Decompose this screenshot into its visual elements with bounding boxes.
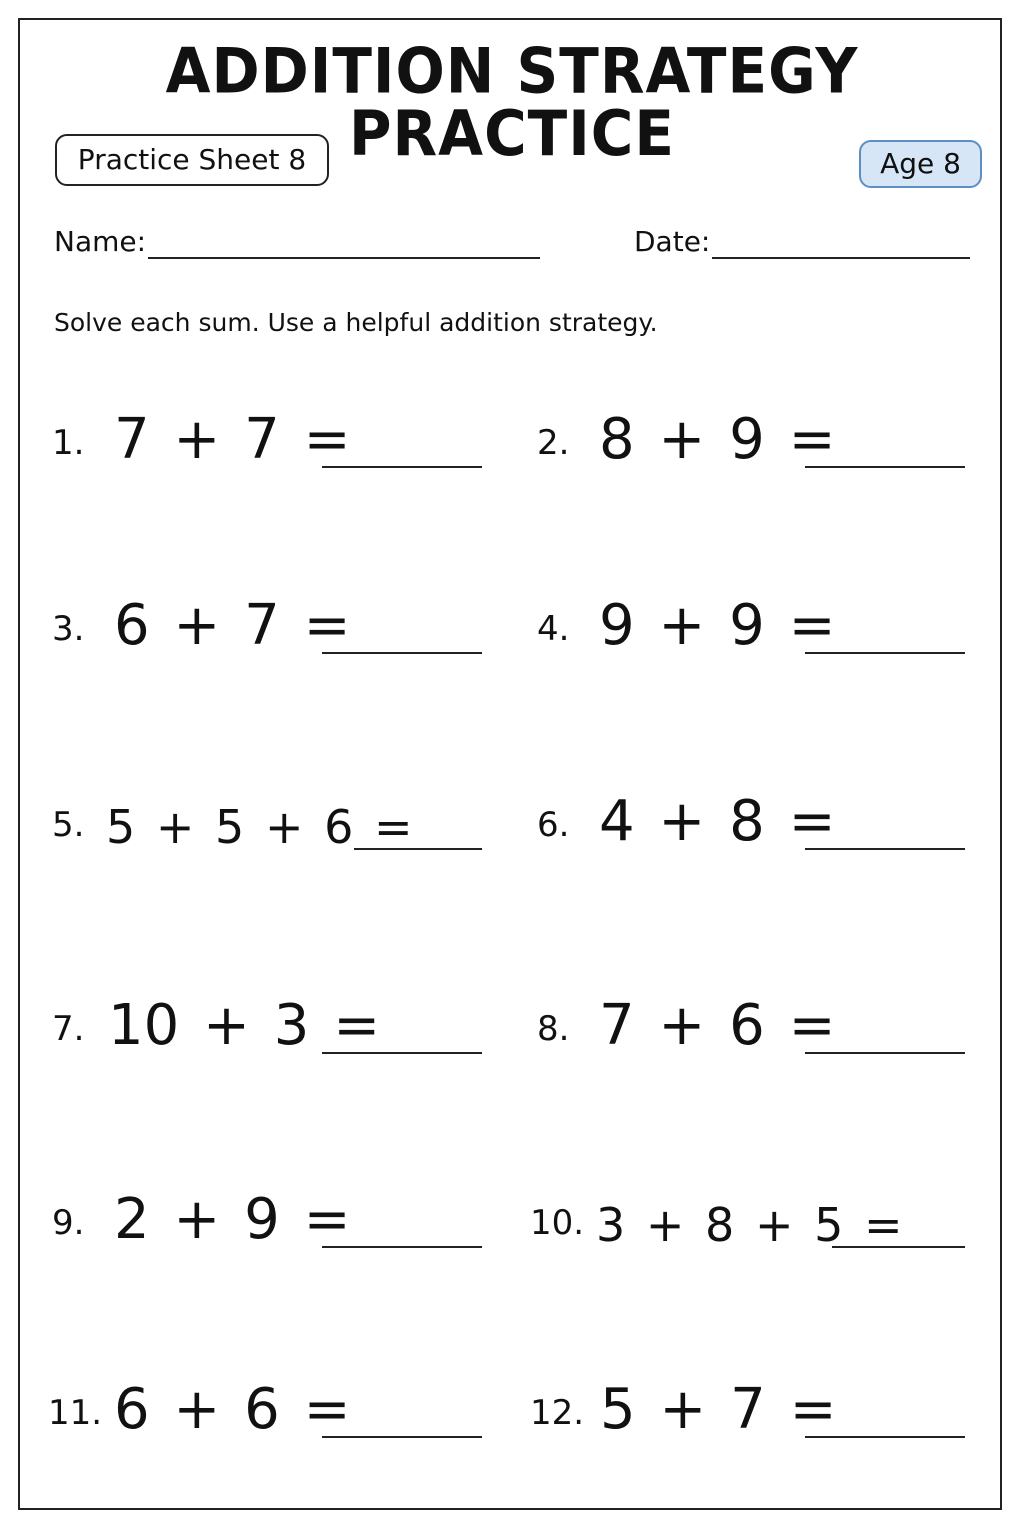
problem-item	[530, 1358, 965, 1442]
answer-blank[interactable]	[322, 466, 482, 468]
problem-number: 10.	[530, 1203, 585, 1243]
problem-item	[537, 974, 965, 1058]
problem-item	[52, 974, 482, 1058]
instructions-text: Solve each sum. Use a helpful addition strategy.	[54, 308, 658, 337]
answer-blank[interactable]	[322, 1246, 482, 1248]
problem-item	[52, 388, 482, 472]
answer-blank[interactable]	[805, 848, 965, 850]
problem-item	[530, 1168, 965, 1252]
problem-number: 5.	[52, 805, 85, 845]
answer-blank[interactable]	[354, 848, 482, 850]
problem-expression: 5 + 7 =	[600, 1377, 837, 1442]
answer-blank[interactable]	[832, 1246, 965, 1248]
problem-number: 3.	[52, 609, 85, 649]
problem-number: 2.	[537, 423, 570, 463]
problem-item	[537, 574, 965, 658]
problem-item	[52, 770, 482, 854]
answer-blank[interactable]	[322, 652, 482, 654]
name-field[interactable]	[148, 257, 540, 259]
answer-blank[interactable]	[805, 652, 965, 654]
problem-item	[537, 770, 965, 854]
date-field[interactable]	[712, 257, 970, 259]
problem-number: 12.	[530, 1393, 585, 1433]
problem-number: 8.	[537, 1009, 570, 1049]
answer-blank[interactable]	[805, 1052, 965, 1054]
problem-item	[537, 388, 965, 472]
problem-expression: 8 + 9 =	[599, 407, 836, 472]
answer-blank[interactable]	[805, 466, 965, 468]
problem-number: 11.	[48, 1393, 103, 1433]
answer-blank[interactable]	[322, 1052, 482, 1054]
problem-expression: 3 + 8 + 5 =	[596, 1198, 903, 1252]
problem-item	[52, 1168, 482, 1252]
name-label: Name:	[54, 225, 147, 258]
answer-blank[interactable]	[322, 1436, 482, 1438]
problem-number: 9.	[52, 1203, 85, 1243]
problem-item	[48, 1358, 482, 1442]
problem-expression: 4 + 8 =	[599, 789, 836, 854]
problem-expression: 7 + 7 =	[114, 407, 351, 472]
worksheet-border	[18, 18, 1002, 1510]
problem-number: 4.	[537, 609, 570, 649]
problem-expression: 10 + 3 =	[108, 993, 381, 1058]
problem-number: 1.	[52, 423, 85, 463]
problem-expression: 9 + 9 =	[599, 593, 836, 658]
problem-expression: 5 + 5 + 6 =	[106, 800, 413, 854]
problem-item	[52, 574, 482, 658]
problem-expression: 6 + 6 =	[114, 1377, 351, 1442]
worksheet-title: ADDITION STRATEGY PRACTICE	[165, 33, 859, 171]
problem-expression: 6 + 7 =	[114, 593, 351, 658]
problem-number: 7.	[52, 1009, 85, 1049]
answer-blank[interactable]	[805, 1436, 965, 1438]
problem-expression: 2 + 9 =	[114, 1187, 351, 1252]
problem-number: 6.	[537, 805, 570, 845]
problem-expression: 7 + 6 =	[599, 993, 836, 1058]
practice-sheet-badge: Practice Sheet 8	[55, 134, 329, 186]
date-label: Date:	[634, 225, 711, 258]
age-badge: Age 8	[859, 140, 982, 188]
